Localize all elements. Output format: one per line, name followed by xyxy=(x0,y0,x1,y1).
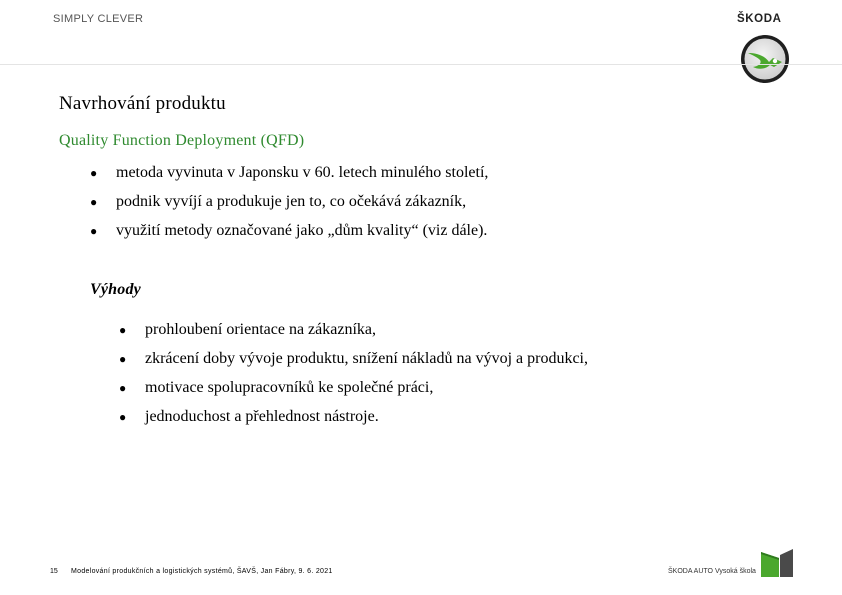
list-item-text: jednoduchost a přehlednost nástroje. xyxy=(145,408,379,425)
bullet-icon: ● xyxy=(119,352,127,366)
list-item-text: podnik vyvíjí a produkuje jen to, co očekává zákazník, xyxy=(116,193,467,210)
bullet-icon: ● xyxy=(90,195,98,209)
bullet-icon: ● xyxy=(119,323,127,337)
list-item-text: motivace spolupracovníků ke společné práci, xyxy=(145,379,434,396)
brand-tagline: SIMPLY CLEVER xyxy=(53,13,144,25)
bullet-icon: ● xyxy=(119,410,127,424)
slide-subtitle: Quality Function Deployment (QFD) xyxy=(59,132,305,149)
bullet-icon: ● xyxy=(90,224,98,238)
page-number: 15 xyxy=(50,568,58,575)
bullet-icon: ● xyxy=(90,166,98,180)
skoda-logo-icon xyxy=(740,34,790,84)
footer-brand: ŠKODA AUTO Vysoká škola xyxy=(668,568,756,575)
slide-title: Navrhování produktu xyxy=(59,93,226,114)
benefits-heading: Výhody xyxy=(90,281,141,298)
header-divider xyxy=(0,64,842,65)
list-item-text: využití metody označované jako „dům kvality“ (viz dále). xyxy=(116,222,488,239)
footer-text: Modelování produkčních a logistických systémů, ŠAVŠ, Jan Fábry, 9. 6. 2021 xyxy=(71,568,333,575)
skoda-wordmark: ŠKODA xyxy=(737,13,782,25)
bullet-icon: ● xyxy=(119,381,127,395)
list-item-text: prohloubení orientace na zákazníka, xyxy=(145,321,376,338)
skoda-auto-university-flag-icon xyxy=(758,549,794,579)
list-item-text: metoda vyvinuta v Japonsku v 60. letech minulého století, xyxy=(116,164,489,181)
list-item-text: zkrácení doby vývoje produktu, snížení nákladů na vývoj a produkci, xyxy=(145,350,588,367)
